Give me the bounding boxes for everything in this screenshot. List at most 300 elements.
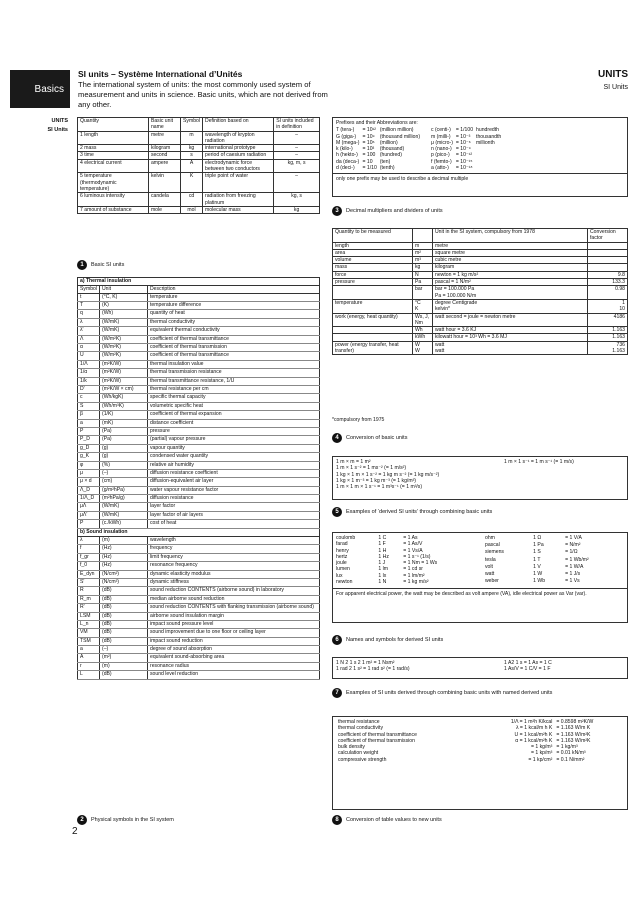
table-cell: (W/mK) bbox=[100, 511, 148, 519]
table-cell: = 1 lm/m² bbox=[403, 572, 425, 579]
table-cell: kg bbox=[274, 206, 320, 213]
table-cell: (Hz) bbox=[100, 545, 148, 553]
table-cell: force bbox=[333, 271, 413, 278]
table-row bbox=[78, 654, 320, 662]
table-cell: dynamic stiffness bbox=[148, 578, 320, 586]
table-cell: 1 F bbox=[378, 541, 386, 548]
table-cell: ohm bbox=[485, 535, 495, 541]
table-cell: (m) bbox=[100, 537, 148, 545]
table-cell: pascal = 1 N/m² bbox=[433, 279, 588, 286]
table-cell: international prototype bbox=[203, 145, 274, 152]
table-cell: (N/cm²) bbox=[100, 570, 148, 578]
derived-line: 1 m × 1 s⁻² = 1 ms⁻² (= 1 m/s²) bbox=[336, 465, 407, 472]
header-row bbox=[78, 286, 320, 293]
table-cell: 1/Λ_D bbox=[78, 495, 100, 503]
table-cell: = 1 J/s bbox=[565, 570, 581, 577]
derived-names-right bbox=[485, 535, 624, 585]
caption-text: Decimal multipliers and dividers of units bbox=[346, 208, 443, 214]
table-row bbox=[78, 537, 320, 545]
table-cell: L bbox=[78, 671, 100, 679]
table-cell: D' bbox=[78, 385, 100, 393]
table-row bbox=[78, 620, 320, 628]
table-row bbox=[78, 394, 320, 402]
table-row bbox=[333, 257, 628, 264]
table-cell: k (kilo-) bbox=[336, 146, 353, 153]
table-cell: (W/m²K) bbox=[100, 352, 148, 360]
table-row bbox=[78, 344, 320, 352]
table-cell: μΛ' bbox=[78, 511, 100, 519]
table-cell: wavelength of krypton radiation bbox=[203, 131, 274, 145]
table-cell: (dB) bbox=[100, 604, 148, 612]
table-cell: 1 C bbox=[378, 535, 387, 541]
table-cell: volumetric specific heat bbox=[148, 402, 320, 410]
combined-line: 1 N 2 1 s 2 1 m² = 1 Nsm² bbox=[336, 660, 395, 666]
table-cell: calculation weight bbox=[338, 750, 379, 757]
table-row bbox=[333, 299, 628, 313]
caption-text: Conversion of table values to new units bbox=[346, 817, 442, 823]
table-cell: c bbox=[78, 394, 100, 402]
name-row bbox=[336, 579, 475, 585]
table-cell: f_gr bbox=[78, 553, 100, 561]
table-cell: cost of heat bbox=[148, 520, 320, 528]
table-cell: 3 time bbox=[78, 152, 149, 159]
table-cell: = 10⁶ bbox=[362, 139, 375, 146]
table-cell: (dB) bbox=[100, 587, 148, 595]
table-row bbox=[78, 629, 320, 637]
table-row bbox=[333, 313, 628, 327]
table-cell: g_K bbox=[78, 453, 100, 461]
caption-1 bbox=[77, 260, 124, 270]
table-cell: = 1 As/V bbox=[403, 541, 423, 548]
header-row bbox=[78, 118, 320, 132]
table-cell: (W/mK) bbox=[100, 503, 148, 511]
table-row bbox=[78, 411, 320, 419]
table-cell: da (deca-) bbox=[336, 158, 360, 165]
figure-number: 3 bbox=[332, 206, 342, 216]
name-row bbox=[485, 535, 624, 542]
table-cell: mole bbox=[148, 206, 180, 213]
table-cell: λ' bbox=[78, 327, 100, 335]
table-cell: = 1 Vs/A bbox=[403, 547, 423, 554]
side-label-1: UNITS bbox=[51, 118, 68, 124]
table-cell: sound level reduction bbox=[148, 671, 320, 679]
table-cell: degree Centigrade kelvin* bbox=[433, 299, 588, 313]
table-cell: pascal bbox=[485, 542, 500, 549]
intro-text: The international system of units: the most commonly used system of measurement and units in science. Basic units, which are not derived from any other. bbox=[78, 80, 328, 109]
table-row bbox=[78, 152, 320, 159]
column-header: Symbol bbox=[181, 118, 203, 132]
table-cell: = 1 Wb/m² bbox=[565, 556, 589, 563]
table-cell: = 1 kg/m³ bbox=[530, 744, 553, 751]
table-cell: (W/mK) bbox=[100, 318, 148, 326]
table-cell: diffusion-equivalent air layer bbox=[148, 478, 320, 486]
table-cell: = 0.8598 m²K/W bbox=[556, 719, 594, 725]
table-cell: kg bbox=[413, 264, 433, 271]
table-cell: (–) bbox=[100, 469, 148, 477]
table-cell: = 1 As bbox=[403, 535, 418, 541]
table-cell: square metre bbox=[433, 249, 588, 256]
table-cell: a (atto-) bbox=[431, 165, 449, 172]
table-cell: airborne sound insulation margin bbox=[148, 612, 320, 620]
table-cell: thermal transmittance resistance, 1/U bbox=[148, 377, 320, 385]
table-cell: 1 Hz bbox=[378, 553, 389, 560]
table-cell: R bbox=[78, 587, 100, 595]
table-cell: m bbox=[181, 131, 203, 145]
table-cell: (m²K/W) bbox=[100, 360, 148, 368]
table-cell: (partial) vapour pressure bbox=[148, 436, 320, 444]
table-cell: m³ bbox=[413, 257, 433, 264]
table-cell: 1/Λ bbox=[78, 360, 100, 368]
table-cell: n (nano-) bbox=[431, 146, 452, 153]
table-cell: = 10 bbox=[362, 158, 373, 165]
table-cell: φ bbox=[78, 461, 100, 469]
table-cell: vapour quantity bbox=[148, 444, 320, 452]
combined-line: 1 rad 2 1 s² = 1 rad s² (= 1 rad/s) bbox=[336, 666, 410, 673]
table-cell: (W/mK) bbox=[100, 327, 148, 335]
table-cell: = 10¹² bbox=[362, 127, 376, 134]
table-cell: volume bbox=[333, 257, 413, 264]
table-cell: joule bbox=[336, 560, 347, 567]
table-cell: median airborne sound reduction bbox=[148, 595, 320, 603]
table-row bbox=[78, 131, 320, 145]
table-row bbox=[78, 402, 320, 410]
table-cell: 1/α bbox=[78, 369, 100, 377]
table-row bbox=[78, 511, 320, 519]
table-cell: (Wh/kgK) bbox=[100, 394, 148, 402]
name-row bbox=[485, 542, 624, 549]
table-cell: – bbox=[274, 145, 320, 152]
table-cell: (1/K) bbox=[100, 411, 148, 419]
caption-8 bbox=[332, 815, 442, 825]
derived-names-box bbox=[332, 532, 628, 623]
table-cell: W W bbox=[413, 341, 433, 355]
table-cell: thermal insulation value bbox=[148, 360, 320, 368]
name-row bbox=[485, 557, 624, 564]
table-row bbox=[78, 159, 320, 173]
table-cell: hundredth bbox=[476, 127, 499, 134]
table-row bbox=[78, 662, 320, 670]
table-cell: c (centi-) bbox=[431, 127, 451, 134]
table-cell: (g) bbox=[100, 453, 148, 461]
prefix-row bbox=[431, 134, 504, 140]
table-cell: (ten) bbox=[379, 158, 391, 165]
prefix-row bbox=[431, 127, 504, 133]
prefix-list-left bbox=[336, 127, 423, 171]
table-cell: Wh bbox=[413, 327, 433, 334]
table-cell: (Pa) bbox=[100, 427, 148, 435]
table-cell: thermal conductivity bbox=[148, 318, 320, 326]
table-row bbox=[78, 595, 320, 603]
derived-line: 1 kg × 1 m⁻³ = 1 kg m⁻³ (= 1 kg/m³) bbox=[336, 477, 416, 484]
table-cell: kilogram bbox=[433, 264, 588, 271]
prefix-note: only one prefix may be used to describe a decimal multiple bbox=[333, 173, 627, 182]
table-cell: P bbox=[78, 427, 100, 435]
derived-lines bbox=[336, 459, 439, 497]
table-row bbox=[333, 279, 628, 286]
table-cell: (N/cm³) bbox=[100, 578, 148, 586]
table-cell: = 1 Vs bbox=[565, 578, 580, 585]
table-row bbox=[78, 469, 320, 477]
table-cell: (°C, K) bbox=[100, 293, 148, 301]
value-row bbox=[336, 757, 624, 763]
table-cell: limit frequency bbox=[148, 553, 320, 561]
table-cell bbox=[588, 249, 628, 256]
table-cell: μ bbox=[78, 469, 100, 477]
table-cell: (dB) bbox=[100, 671, 148, 679]
table-cell: q bbox=[78, 310, 100, 318]
table-cell bbox=[333, 286, 413, 300]
table-cell: = 10⁹ bbox=[362, 133, 375, 140]
table-cell: A bbox=[181, 159, 203, 173]
caption-text: Examples of SI units derived through combining basic units with named derived units bbox=[346, 690, 553, 696]
table-cell: 5 temperature (thermodynamic temperature) bbox=[78, 173, 149, 193]
table-cell: electrodynamic force between two conductors bbox=[203, 159, 274, 173]
table-cell: power (energy transfer, heat transfer) bbox=[333, 341, 413, 355]
table-cell: λ bbox=[78, 537, 100, 545]
table-row bbox=[78, 612, 320, 620]
table-cell: a bbox=[78, 646, 100, 654]
table-cell: 1 J bbox=[378, 560, 386, 567]
table-cell: coefficient of thermal transmission bbox=[148, 344, 320, 352]
table-cell: 1.163 bbox=[588, 327, 628, 334]
prefix-box bbox=[332, 117, 628, 197]
table-cell: metre bbox=[433, 242, 588, 249]
table-cell: t bbox=[78, 293, 100, 301]
table-cell: 736 1.163 bbox=[588, 341, 628, 355]
side-label-2: SI Units bbox=[47, 127, 68, 133]
table-row bbox=[78, 545, 320, 553]
table-cell: = 1.163 W/m²K bbox=[556, 731, 591, 738]
table-cell: 1 length bbox=[78, 131, 149, 145]
table-row bbox=[78, 646, 320, 654]
table-cell: λ = 1 kcal/m h K bbox=[515, 725, 553, 732]
table-cell: layer factor of air layers bbox=[148, 511, 320, 519]
table-cell: lumen bbox=[336, 566, 350, 573]
table-cell: α bbox=[78, 344, 100, 352]
table-cell: h (hekto-) bbox=[336, 152, 358, 159]
table-cell: cd bbox=[181, 193, 203, 207]
table-cell bbox=[588, 264, 628, 271]
table-cell: diffusion resistance bbox=[148, 495, 320, 503]
table-cell: equivalent thermal conductivity bbox=[148, 327, 320, 335]
derived-names-left bbox=[336, 535, 475, 585]
table-cell: sound reduction CONTENTS (airborne sound) in laboratory bbox=[148, 587, 320, 595]
name-row bbox=[485, 571, 624, 578]
table-cell: 4186 bbox=[588, 313, 628, 327]
table-cell: = N/m² bbox=[565, 542, 581, 549]
table-cell: = 1 cd sr bbox=[403, 566, 423, 573]
table-cell: siemens bbox=[485, 549, 504, 556]
table-cell: U = 1 kcal/m²h K bbox=[514, 731, 553, 738]
table-cell: cubic metre bbox=[433, 257, 588, 264]
table-cell: L_n bbox=[78, 620, 100, 628]
table-cell: watt hour = 3.6 KJ bbox=[433, 327, 588, 334]
table-row bbox=[78, 352, 320, 360]
table-cell bbox=[588, 242, 628, 249]
table-row bbox=[78, 310, 320, 318]
table-cell: A bbox=[78, 654, 100, 662]
table-cell: degree of sound absorption bbox=[148, 646, 320, 654]
table-cell: watt second = joule = newton metre bbox=[433, 313, 588, 327]
table-cell: = 10⁻⁶ bbox=[455, 139, 471, 146]
table-cell: condensed water quantity bbox=[148, 453, 320, 461]
table-cell: (Wh) bbox=[100, 310, 148, 318]
table-cell: 1 N bbox=[378, 579, 387, 586]
table-cell: 6 luminous intensity bbox=[78, 193, 149, 207]
table-cell: (dB) bbox=[100, 637, 148, 645]
caption-text: Conversion of basic units bbox=[346, 435, 408, 441]
table-cell: 1 Pa bbox=[533, 542, 544, 549]
table-values bbox=[336, 719, 624, 763]
table-cell: (hundred) bbox=[379, 152, 402, 159]
table-cell: = 1 kp/m³ bbox=[530, 750, 553, 757]
table-cell: temperature bbox=[148, 293, 320, 301]
table-cell: G (giga-) bbox=[336, 133, 357, 140]
caption-4 bbox=[332, 433, 407, 443]
table-cell: N bbox=[413, 271, 433, 278]
table-cell: T (tera-) bbox=[336, 127, 355, 134]
table-cell: (million) bbox=[379, 139, 398, 146]
derived-line: 1 m × m = 1 m² bbox=[336, 459, 371, 465]
table-cell: = 10⁻⁹ bbox=[455, 146, 471, 153]
table-cell: coefficient of thermal transmittance bbox=[338, 731, 417, 738]
table-cell: 7 amount of substance bbox=[78, 206, 149, 213]
prefix-row bbox=[336, 127, 423, 133]
table-cell: (W/m²K) bbox=[100, 344, 148, 352]
table-cell: f (femto-) bbox=[431, 158, 452, 165]
section-heading: a) Thermal insulation bbox=[78, 278, 320, 286]
table-cell: water vapour resistance factor bbox=[148, 486, 320, 494]
table-cell: K bbox=[181, 173, 203, 193]
table-cell bbox=[476, 165, 504, 171]
table-row bbox=[333, 286, 628, 300]
table-cell: 4 electrical current bbox=[78, 159, 149, 173]
table-cell: layer factor bbox=[148, 503, 320, 511]
table-cell: m (milli-) bbox=[431, 133, 451, 140]
table-cell: 1/Λ = 1 m²h K/kcal bbox=[510, 719, 553, 725]
table-row bbox=[78, 604, 320, 612]
table-cell: (Hz) bbox=[100, 553, 148, 561]
table-cell: (m²K/W) bbox=[100, 377, 148, 385]
table-cell: λ bbox=[78, 318, 100, 326]
table-cell: 133.3 bbox=[588, 279, 628, 286]
table-cell: equivalent sound-absorbing area bbox=[148, 654, 320, 662]
table-cell: tesla bbox=[485, 556, 496, 563]
derived-line-right: 1 m × 1 s⁻¹ = 1 m s⁻¹ (= 1 m/s) bbox=[504, 459, 574, 465]
table-cell: = 10⁻³ bbox=[455, 133, 471, 140]
table-cell: β bbox=[78, 411, 100, 419]
table-cell: impact sound reduction bbox=[148, 637, 320, 645]
table-row bbox=[333, 264, 628, 271]
table-cell: (Wh/m³K) bbox=[100, 402, 148, 410]
table-cell: α = 1 kcal/m²h K bbox=[515, 737, 553, 744]
table-cell: μ (micro-) bbox=[431, 139, 453, 146]
table-cell bbox=[333, 334, 413, 341]
table-cell: frequency bbox=[148, 545, 320, 553]
table-cell: dynamic elasticity modulus bbox=[148, 570, 320, 578]
table-cell: molecular mass bbox=[203, 206, 274, 213]
table-row bbox=[333, 341, 628, 355]
caption-text: Basic SI units bbox=[91, 262, 125, 268]
name-row bbox=[485, 578, 624, 585]
table-cell: bar bbox=[413, 286, 433, 300]
table-cell: (W/m²K) bbox=[100, 335, 148, 343]
column-header: Quantity bbox=[78, 118, 149, 132]
table-cell: (thousand million) bbox=[379, 133, 421, 140]
conversion-footnote: *compulsory from 1975 bbox=[332, 417, 385, 423]
column-header: SI units included in definition bbox=[274, 118, 320, 132]
table-row bbox=[78, 293, 320, 301]
table-row bbox=[78, 486, 320, 494]
table-row bbox=[333, 242, 628, 249]
column-header bbox=[413, 229, 433, 243]
table-cell: area bbox=[333, 249, 413, 256]
table-cell: diffusion resistance coefficient bbox=[148, 469, 320, 477]
table-cell: 1 10 bbox=[588, 299, 628, 313]
page-title: SI units – Système International d’Unités bbox=[78, 69, 243, 79]
table-cell: = 10⁻¹² bbox=[455, 152, 473, 159]
table-row bbox=[78, 318, 320, 326]
table-cell: (dB) bbox=[100, 620, 148, 628]
table-cell: (Hz) bbox=[100, 562, 148, 570]
table-row bbox=[333, 334, 628, 341]
table-cell: bar = 100.000 Pa Pa = 100.000 N/m bbox=[433, 286, 588, 300]
table-cell: 9.8 bbox=[588, 271, 628, 278]
table-row bbox=[78, 578, 320, 586]
table-cell: (K) bbox=[100, 302, 148, 310]
derived-units-box bbox=[332, 456, 628, 500]
table-row bbox=[78, 553, 320, 561]
table-cell: s bbox=[181, 152, 203, 159]
table-cell: 1 V bbox=[533, 563, 541, 570]
table-cell: kg bbox=[181, 145, 203, 152]
table-cell: 1 lx bbox=[378, 572, 387, 579]
figure-number: 6 bbox=[332, 635, 342, 645]
table-cell: = 1 s⁻¹ (1/s) bbox=[403, 553, 431, 560]
chapter-title: UNITS bbox=[598, 69, 628, 80]
table-cell: = 10⁻¹⁸ bbox=[455, 165, 473, 172]
table-cell: candela bbox=[148, 193, 180, 207]
table-cell: temperature bbox=[333, 299, 413, 313]
table-cell: μ × d bbox=[78, 478, 100, 486]
table-cell: P bbox=[78, 520, 100, 528]
table-cell: P_D bbox=[78, 436, 100, 444]
table-cell: sound improvement due to one floor or ceiling layer bbox=[148, 629, 320, 637]
table-row bbox=[78, 587, 320, 595]
table-cell: (g) bbox=[100, 444, 148, 452]
table-cell: farad bbox=[336, 541, 348, 548]
table-cell: 1.163 bbox=[588, 334, 628, 341]
column-header: Description bbox=[148, 286, 320, 293]
header-row bbox=[333, 229, 628, 243]
table-cell: °C K bbox=[413, 299, 433, 313]
column-header: Unit in the SI system, compulsory from 1978 bbox=[433, 229, 588, 243]
table-cell: triple point of water bbox=[203, 173, 274, 193]
table-cell: – bbox=[274, 152, 320, 159]
table-cell: R_m bbox=[78, 595, 100, 603]
table-row bbox=[78, 671, 320, 679]
column-header: Unit bbox=[100, 286, 148, 293]
table-row bbox=[78, 562, 320, 570]
table-cell: kilowatt hour = 10³ Wh = 3.6 MJ bbox=[433, 334, 588, 341]
table-cell: Pa bbox=[413, 279, 433, 286]
table-cell: g_D bbox=[78, 444, 100, 452]
table-cell: bulk density bbox=[338, 744, 365, 751]
table-cell: r bbox=[78, 662, 100, 670]
table-cell: quantity of heat bbox=[148, 310, 320, 318]
chapter-subtitle: SI Units bbox=[603, 84, 628, 91]
prefix-row bbox=[431, 165, 504, 171]
